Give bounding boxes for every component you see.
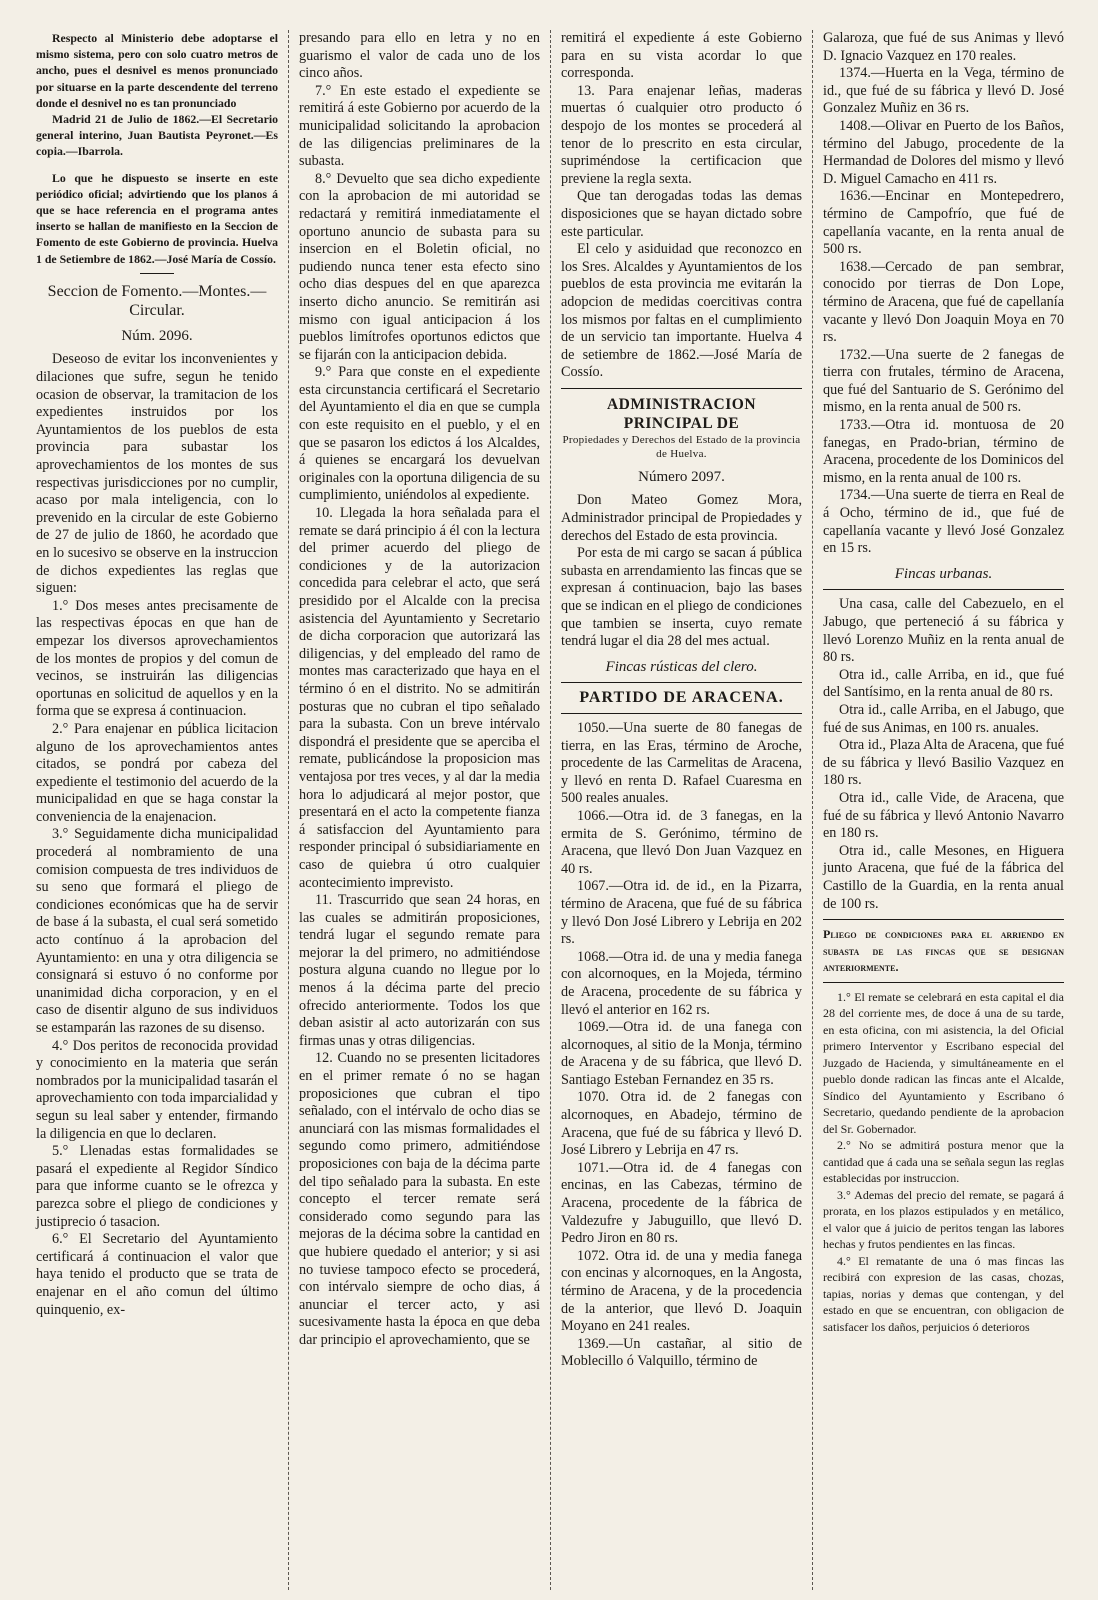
finca-entry: 1374.—Huerta en la Vega, término de id., que fué de su fábrica y llevó D. José Gonzalez Muñiz en 36 rs. [823, 65, 1064, 117]
finca-entry: 1636.—Encinar en Montepedrero, término de Campofrío, que fué de capellanía vacante, en la renta anual de 500 rs. [823, 188, 1064, 258]
paragraph: Deseoso de evitar los inconvenientes y dilaciones que sufre, segun he tenido ocasion de observar, la tramitacion de los expedientes instruidos por los Ayuntamientos de los pueblos de esta provincia para subastar los aprovechamientos de los montes de sus respectivas jurisdicciones por no cumplir, acaso por mala inteligencia, con lo prevenido en la circular de este Gobierno de 27 de julio de 1860, he acordado que en lo sucesivo se observe en la instruccion de dichos expedientes las reglas que siguen: [36, 351, 278, 597]
paragraph: remitirá el expediente á este Gobierno para en su vista acordar lo que corresponda. [561, 30, 802, 82]
paragraph: 6.° El Secretario del Ayuntamiento certificará á continuacion el valor que haya tenido el producto que se trata de enajenar en el año comun del último quinquenio, ex- [36, 1231, 278, 1318]
finca-entry: 1369.—Un castañar, al sitio de Moblecillo ó Valquillo, término de [561, 1335, 802, 1370]
finca-entry: 1070. Otra id. de 2 fanegas con alcornoques, en Abadejo, término de Aracena, que fué de su fábrica y llevó D. José Librero y Lebrija en 47 rs. [561, 1089, 802, 1159]
fincas-urbanas-heading: Fincas urbanas. [894, 565, 993, 582]
divider [823, 919, 1064, 920]
paragraph: Don Mateo Gomez Mora, Administrador principal de Propiedades y derechos del Estado de esta provincia. [561, 492, 802, 544]
divider [140, 273, 174, 274]
dateline: Madrid 21 de Julio de 1862.—El Secretario general interino, Juan Bautista Peyronet.—Es copia.—Ibarrola. [36, 112, 278, 159]
section-title: Seccion de Fomento.—Montes.—Circular. [47, 282, 267, 319]
paragraph: presando para ello en letra y no en guarismo el valor de cada uno de los cinco años. [299, 30, 540, 82]
finca-entry: 1072. Otra id. de una y media fanega con encinas y alcornoques, en la Angosta, término de Aracena, y de la procedencia de la anterior, que llevó D. Joaquin Moyano en 241 reales. [561, 1247, 802, 1335]
finca-entry: 1069.—Otra id. de una fanega con alcornoques, al sitio de la Monja, término de Aracena y de su fábrica, que llevó D. Santiago Esteban Fernandez en 35 rs. [561, 1019, 802, 1088]
paragraph: 12. Cuando no se presenten licitadores en el primer remate ó no se hagan proposiciones que cubran el tipo señalado, con el intérvalo de ocho dias se anunciará con las mismas formalidades el segundo como primero, admitiéndose proposiciones con baja de la décima parte del tipo señalado para la subasta. En este concepto el tercer remate será considerado como segundo para las mejoras de la décima sobre la cantidad en que hubiere quedado el anterior; y si asi no tuviese tampoco efecto se procederá, con intérvalo siempre de ocho dias, á anunciar el tercer acto, y asi sucesivamente hasta la época en que deba dar principio el aprovechamiento, que se [299, 1050, 540, 1348]
paragraph: Que tan derogadas todas las demas disposiciones que se hayan dictado sobre este particular. [561, 188, 802, 240]
admin-subtitle: Propiedades y Derechos del Estado de la provincia de Huelva. [562, 433, 801, 460]
numero-label: Número 2097. [638, 468, 725, 485]
paragraph: El celo y asiduidad que reconozco en los Sres. Alcaldes y Ayuntamientos de los pueblos de esta provincia me evitarán la adopcion de medidas coercitivas contra los mismos por faltas en el cumplimiento de un servicio tan importante. Huelva 4 de setiembre de 1862.—José María de Cossío. [561, 241, 802, 381]
finca-entry: Otra id., calle Vide, de Aracena, que fué de su fábrica y llevó Antonio Navarro en 180 rs. [823, 789, 1064, 842]
paragraph: 5.° Llenadas estas formalidades se pasará el expediente al Regidor Síndico para que informe cuanto se le ofrezca y parezca sobre el pliego de condiciones y justiprecio ó tasacion. [36, 1143, 278, 1230]
finca-entry: Otra id., Plaza Alta de Aracena, que fué de su fábrica y llevó Basilio Vazquez en 180 rs. [823, 737, 1064, 789]
finca-entry: 1050.—Una suerte de 80 fanegas de tierra, en las Eras, término de Aroche, procedente de las Carmelitas de Aracena, y llevó en renta D. Rafael Cuaresma en 500 reales anuales. [561, 720, 802, 807]
paragraph: 11. Trascurrido que sean 24 horas, en las cuales se admitirán proposiciones, tendrá lugar el segundo remate para mejorar la del primero, no admitiéndose postura alguna cuando no llegue por lo menos á la décima parte del precio ofrecido anteriormente. Todos los que deban asistir al acto autorizarán con sus firmas unas y otras diligencias. [299, 892, 540, 1049]
condition-paragraph: 3.° Ademas del precio del remate, se pagará á prorata, en los plazos estipulados y en metálico, el valor que á juicio de peritos tengan las labores hechas y frutos pendientes en las fincas. [823, 1187, 1064, 1252]
pliego-section [823, 926, 1064, 1335]
pliego-heading: Pliego de condiciones para el arriendo en subasta de las fincas que se designan anteriormente. [823, 927, 1064, 975]
divider [823, 589, 1064, 590]
finca-entry: Una casa, calle del Cabezuelo, en el Jabugo, que perteneció á su fábrica y llevó Lorenzo Muñiz en la renta anual de 80 rs. [823, 596, 1064, 666]
finca-entry: 1071.—Otra id. de 4 fanegas con encinas, en las Cabezas, término de Aracena, procedente de la fábrica de Valdezufre y Jabuguillo, que llevó D. Pedro Jiron en 80 rs. [561, 1159, 802, 1247]
finca-entry: Otra id., calle Mesones, en Higuera junto Aracena, que fué de la fábrica del Castillo de la Guardia, en la renta anual de 100 rs. [823, 842, 1064, 912]
paragraph: 10. Llegada la hora señalada para el remate se dará principio á él con la lectura del primer acuerdo del pliego de condiciones y de la autorizacion concedida para celebrar el acto, que será presidido por el Alcalde con la precisa asistencia del Ayuntamiento y Secretario de dicha corporacion que autorizará las diligencias, y del empleado del ramo de montes mas caracterizado que haya en el término ó en el distrito. No se admitirán posturas que no cubran el tipo señalado para la subasta. Con un breve intérvalo dispondrá el presidente que se aperciba el remate, publicándose la proposicion mas ventajosa por tres veces, y al dar la media hora lo adjudicará al mejor postor, que presentará en el acto la competente fianza á satisfaccion del Ayuntamiento para responder principal ó subsidiariamente en caso de quiebra ú otro cualquier acontecimiento imprevisto. [299, 505, 540, 891]
column-2 [288, 30, 550, 1590]
finca-entry: 1734.—Una suerte de tierra en Real de á Ocho, término de id., que fué de capellanía vacante y llevó José Gonzalez en 15 rs. [823, 487, 1064, 557]
finca-entry: Otra id., calle Arriba, en el Jabugo, que fué de sus Animas, en 100 rs. anuales. [823, 701, 1064, 736]
divider [561, 388, 802, 389]
intro-paragraph: Respecto al Ministerio debe adoptarse el mismo sistema, pero con solo cuatro metros de ancho, pues el desnivel es menos pronunciado por situarse en la parte descendente del terreno donde el desnivel no es tan pronunciado [36, 31, 278, 110]
paragraph: 1.° Dos meses antes precisamente de las respectivas épocas en que han de empezar los diversos aprovechamientos de los montes de propios y del comun de vecinos, se instruirán las diligencias oportunas en solicitud de aquellos y en la forma que se expresa á continuacion. [36, 597, 278, 720]
finca-entry: 1638.—Cercado de pan sembrar, conocido por tierras de Don Lope, término de Aracena, que fué de capellanía vacante y llevó Don Joaquin Moya en 70 rs. [823, 258, 1064, 346]
divider [561, 713, 802, 714]
finca-entry: 1066.—Otra id. de 3 fanegas, en la ermita de S. Gerónimo, término de Aracena, que llevó Don Juan Vazquez en 40 rs. [561, 807, 802, 877]
paragraph: Galaroza, que fué de sus Animas y llevó D. Ignacio Vazquez en 170 reales. [823, 30, 1064, 64]
partido-heading: PARTIDO DE ARACENA. [579, 689, 784, 707]
paragraph: 3.° Seguidamente dicha municipalidad procederá al nombramiento de una comision compuesta de tres individuos de su seno que formará el pliego de condiciones económicas que ha de servir de base á la subasta, el cual será sometido acto contínuo á la aprobacion del Ayuntamiento: en una y otra diligencia se consignará si estuvo ó no conforme por unanimidad dicha corporacion, y en el caso de disentir alguno de sus individuos se estamparán las razones de su disenso. [36, 826, 278, 1036]
condition-paragraph: 4.° El rematante de una ó mas fincas las recibirá con expresion de las casas, chozas, tapias, norias y demas que contengan, y del estado en que se encuentran, con obligacion de satisfacer los daños, perjuicios ó deterioros [823, 1253, 1064, 1334]
paragraph: 13. Para enajenar leñas, maderas muertas ó cualquier otro producto ó despojo de los montes se procederá al tenor de lo prescrito en esta circular, supriméndose la certificacion que previene la regla sexta. [561, 82, 802, 187]
paragraph: 7.° En este estado el expediente se remitirá á este Gobierno por acuerdo de la municipalidad solicitando la aprobacion de las diligencias preliminares de la subasta. [299, 82, 540, 170]
column-1 [26, 30, 288, 1590]
finca-entry: 1733.—Otra id. montuosa de 20 fanegas, en Prado-brian, término de Aracena, procedente de los Dominicos del mismo, en la renta anual de 100 rs. [823, 417, 1064, 486]
paragraph: Por esta de mi cargo se sacan á pública subasta en arrendamiento las fincas que se expresan á continuacion, bajo las bases que se indican en el pliego de condiciones que tambien se inserta, cuyo remate tendrá lugar el dia 28 del mes actual. [561, 545, 802, 650]
paragraph: 9.° Para que conste en el expediente esta circunstancia certificará el Secretario del Ayuntamiento el dia en que se cumpla con este requisito en el pueblo, y el en que se pasaron los edictos á los Alcaldes, á quienes se encargará los devuelvan originales con la oportuna diligencia de su cumplimiento, uniéndolos al expediente. [299, 364, 540, 504]
fincas-rusticas-heading: Fincas rústicas del clero. [605, 658, 758, 675]
condition-paragraph: 1.° El remate se celebrará en esta capital el dia 28 del corriente mes, de doce á una de su tarde, en esta oficina, con mi asistencia, la del Oficial primero Interventor y Escribano especial del Juzgado de Hacienda, y simultáneamente en el pueblo donde radican las fincas ante el Alcalde, Síndico del Ayuntamiento y Escribano ó Secretario, quedando pendiente de la aprobacion del Sr. Gobernador. [823, 989, 1064, 1136]
column-3 [550, 30, 812, 1590]
numero-label: Núm. 2096. [121, 327, 193, 344]
note-paragraph: Lo que he dispuesto se inserte en este periódico oficial; advirtiendo que los planos á que se hace referencia en el programa antes inserto se hallan de manifiesto en la Seccion de Fomento de este Gobierno de provincia. Huelva 1 de Setiembre de 1862.—José María de Cossío. [36, 170, 278, 266]
finca-entry: Otra id., calle Arriba, en id., que fué del Santísimo, en la renta anual de 80 rs. [823, 666, 1064, 701]
finca-entry: 1732.—Una suerte de 2 fanegas de tierra con frutales, término de Aracena, que fué del Santuario de S. Gerónimo del mismo, en la renta anual de 500 rs. [823, 346, 1064, 416]
divider [561, 682, 802, 683]
admin-title: ADMINISTRACION PRINCIPAL DE [606, 395, 757, 432]
paragraph: 4.° Dos peritos de reconocida providad y conocimiento en la materia que serán nombrados por la municipalidad tasarán el aprovechamiento con toda imparcialidad y segun su leal saber y entender, firmando la diligencia en que lo declaren. [36, 1037, 278, 1142]
column-4 [812, 30, 1074, 1590]
paragraph: 8.° Devuelto que sea dicho expediente con la aprobacion de mi autoridad se redactará y remitirá inmediatamente el oportuno anuncio de subasta para su insercion en el Boletin oficial, no pudiendo nunca tener esta efecto sino ocho dias despues del en que aparezca inserto dicho anuncio. Se remitirán asi mismo con igual anticipacion á los pueblos limítrofes oportunos edictos que se fijarán con la anticipacion debida. [299, 170, 540, 363]
divider [823, 982, 1064, 983]
finca-entry: 1408.—Olivar en Puerto de los Baños, término del Jabugo, procedente de la Hermandad de Dolores del mismo y llevó D. Miguel Camacho en 411 rs. [823, 117, 1064, 187]
condition-paragraph: 2.° No se admitirá postura menor que la cantidad que á cada una se señala segun las reglas establecidas por instruccion. [823, 1138, 1064, 1186]
finca-entry: 1067.—Otra id. de id., en la Pizarra, término de Aracena, que fué de su fábrica y llevó Don José Librero y Lebrija en 202 rs. [561, 878, 802, 948]
finca-entry: 1068.—Otra id. de una y media fanega con alcornoques, en la Mojeda, término de Aracena, procedente de su fábrica y llevó el anterior en 162 rs. [561, 948, 802, 1018]
paragraph: 2.° Para enajenar en pública licitacion alguno de los aprovechamientos antes citados, se pondrá por cabeza del expediente el testimonio del acuerdo de la municipalidad en que se haga constar la conveniencia de la enajenacion. [36, 720, 278, 825]
